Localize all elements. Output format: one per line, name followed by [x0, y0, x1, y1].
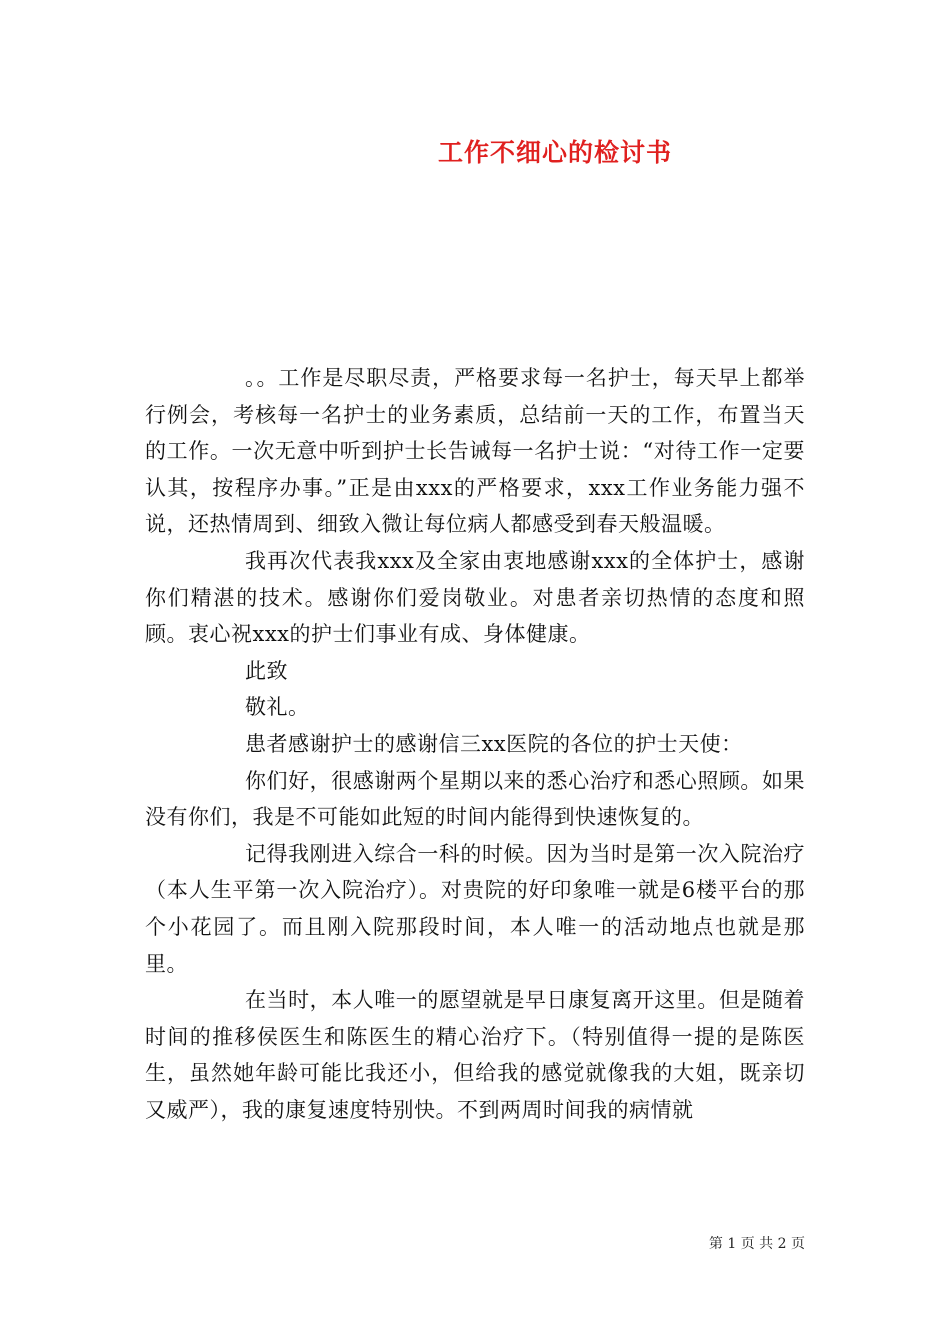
document-body — [145, 360, 805, 1128]
paragraph: 敬礼。 — [245, 695, 310, 720]
document-title: 工作不细心的检讨书 — [437, 138, 672, 167]
paragraph: 。。工作是尽职尽责，严格要求每一名护士，每天早上都举行例会，考核每一名护士的业务素质，总结前一天的工作，布置当天的工作。一次无意中听到护士长告诫每一名护士说：“对待工作一定要认其，按程序办事。”正是由xxx的严格要求，xxx工作业务能力强不说，还热情周到、细致入微让每位病人都感受到春天般温暖。 — [145, 366, 805, 537]
page-number: 第 1 页 共 2 页 — [708, 1236, 805, 1252]
paragraph: 我再次代表我xxx及全家由衷地感谢xxx的全体护士，感谢你们精湛的技术。感谢你们爱岗敬业。对患者亲切热情的态度和照顾。衷心祝xxx的护士们事业有成、身体健康。 — [145, 548, 805, 647]
paragraph: 患者感谢护士的感谢信三xx医院的各位的护士天使： — [245, 731, 743, 756]
paragraph: 你们好，很感谢两个星期以来的悉心治疗和悉心照顾。如果没有你们，我是不可能如此短的时间内能得到快速恢复的。 — [145, 768, 805, 830]
paragraph: 此致 — [245, 658, 288, 683]
paragraph: 记得我刚进入综合一科的时候。因为当时是第一次入院治疗（本人生平第一次入院治疗）。对贵院的好印象唯一就是6楼平台的那个小花园了。而且刚入院那段时间，本人唯一的活动地点也就是那里。 — [145, 841, 805, 976]
paragraph: 在当时，本人唯一的愿望就是早日康复离开这里。但是随着时间的推移侯医生和陈医生的精心治疗下。（特别值得一提的是陈医生，虽然她年龄可能比我还小，但给我的感觉就像我的大姐，既亲切又威严），我的康复速度特别快。不到两周时间我的病情就 — [145, 988, 805, 1122]
